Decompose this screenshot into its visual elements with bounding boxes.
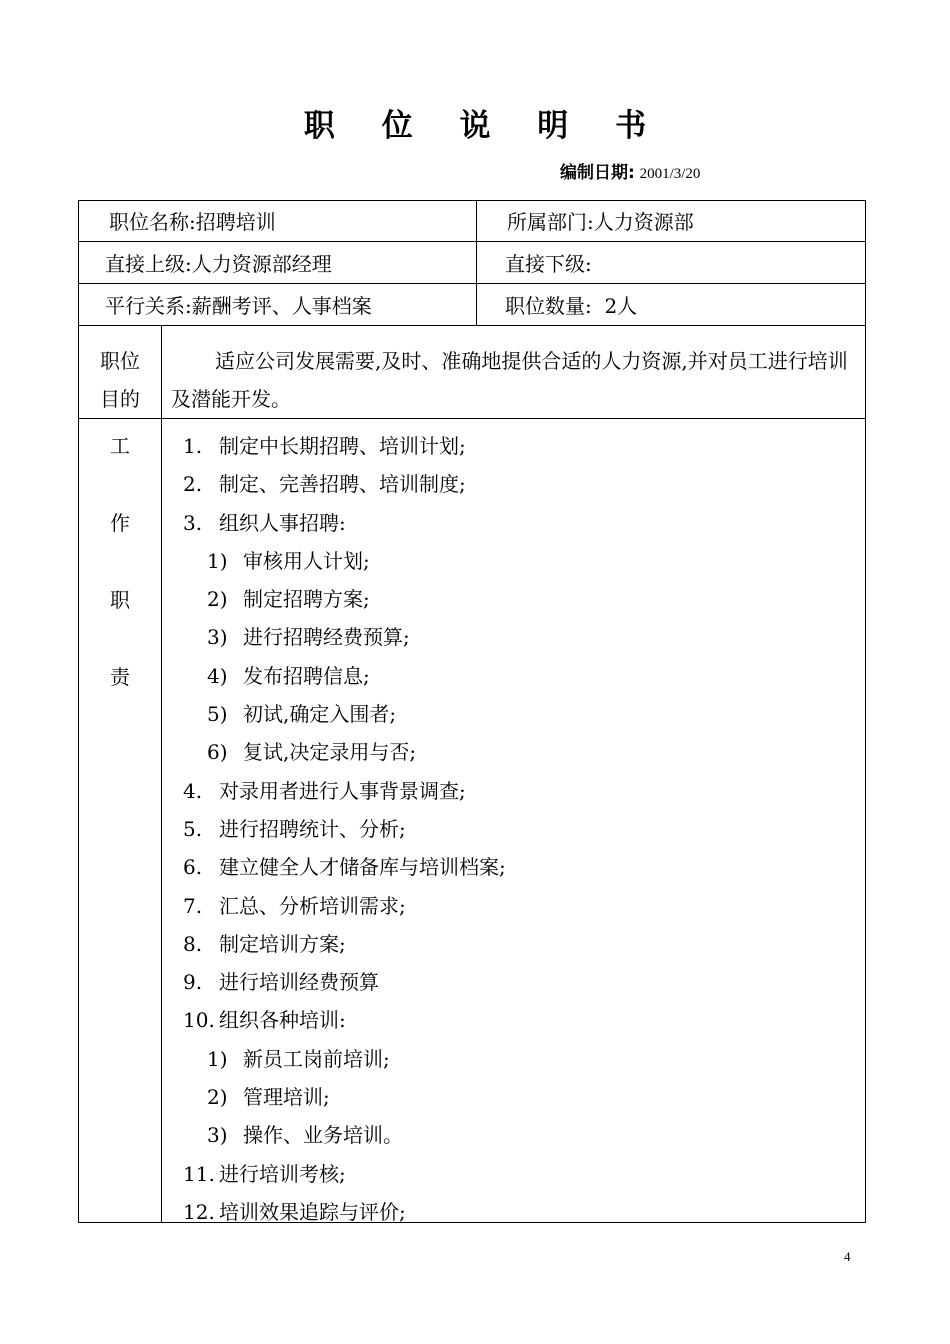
duty-number: 1) [207,548,228,573]
duty-item [183,427,506,465]
duty-number: 2. [183,472,203,497]
duty-text: 建立健全人才储备库与培训档案; [219,855,506,880]
duty-number: 7. [183,893,203,918]
direct-superior: 直接上级:人力资源部经理 [105,252,332,276]
duty-subitem [183,695,506,733]
row-divider [79,418,865,419]
duty-text: 管理培训; [243,1085,330,1110]
purpose-label-line1: 职位 [100,349,140,373]
duty-number: 9. [183,970,203,995]
duty-text: 组织人事招聘: [219,510,346,535]
row-divider [79,241,865,242]
duty-text: 汇总、分析培训需求; [219,893,406,918]
duty-number: 11. [183,1161,215,1186]
duty-item [183,772,506,810]
duty-number: 1. [183,434,203,458]
duty-number: 5) [207,702,228,727]
compile-date-label: 编制日期: [560,163,635,183]
direct-subordinate: 直接下级: [505,252,592,276]
purpose-text: 适应公司发展需要,及时、准确地提供合适的人力资源,并对员工进行培训及潜能开发。 [171,349,848,411]
duty-text: 审核用人计划; [243,548,370,573]
page-number: 4 [844,1249,851,1264]
duty-text: 进行招聘经费预算; [243,625,410,650]
duty-text: 复试,决定录用与否; [243,740,417,765]
position-count: 职位数量: 2人 [505,294,638,318]
duty-subitem [183,657,506,695]
duty-item [183,887,506,925]
duties-label-char: 作 [110,511,130,535]
duties-label-char: 工 [110,434,130,458]
duty-item [183,848,506,886]
duty-number: 2) [207,1085,228,1110]
duty-number: 6) [207,740,228,765]
duty-number: 3. [183,510,203,535]
row-divider [79,283,865,284]
job-description-table [78,200,866,1223]
duty-number: 4) [207,663,228,688]
document-title: 职 位 说 明 书 [303,108,665,144]
duty-text: 制定招聘方案; [243,587,370,612]
duty-text: 操作、业务培训。 [243,1123,403,1148]
purpose-label [79,342,161,418]
duty-subitem [183,1078,506,1116]
duty-text: 进行培训考核; [219,1161,346,1186]
label-column-divider [161,325,162,1223]
duty-text: 新员工岗前培训; [243,1046,390,1071]
duties-label-char: 职 [110,588,130,612]
duty-item [183,1001,506,1039]
column-divider [476,201,477,325]
parallel-relations: 平行关系:薪酬考评、人事档案 [105,294,372,318]
department: 所属部门:人力资源部 [507,210,694,234]
duty-number: 3) [207,625,228,650]
duty-number: 2) [207,587,228,612]
duty-text: 初试,确定入围者; [243,702,397,727]
duty-number: 5. [183,816,203,841]
duty-number: 12. [183,1199,215,1224]
duty-number: 8. [183,931,203,956]
position-name: 职位名称:招聘培训 [109,210,276,234]
duty-number: 6. [183,855,203,880]
duty-text: 对录用者进行人事背景调查; [219,778,466,803]
duty-subitem [183,733,506,771]
duty-text: 培训效果追踪与评价; [219,1199,406,1224]
duty-subitem [183,618,506,656]
duty-item [183,1193,506,1231]
duties-label-char: 责 [110,665,130,689]
duty-subitem [183,1040,506,1078]
row-divider [79,325,865,326]
duty-item [183,1155,506,1193]
duty-item [183,925,506,963]
duty-number: 1) [207,1046,228,1071]
duty-item [183,504,506,542]
duty-number: 4. [183,778,203,803]
duty-text: 进行培训经费预算 [219,970,379,995]
duty-number: 3) [207,1123,228,1148]
duty-subitem [183,542,506,580]
duty-item [183,963,506,1001]
compile-date-value: 2001/3/20 [639,166,701,182]
duty-text: 制定中长期招聘、培训计划; [219,434,466,458]
duties-label [79,427,161,735]
duty-item [183,465,506,503]
duty-text: 制定培训方案; [219,931,346,956]
purpose-label-line2: 目的 [100,387,140,411]
duty-text: 发布招聘信息; [243,663,370,688]
duty-item [183,810,506,848]
compile-date [560,158,700,183]
duty-subitem [183,580,506,618]
duty-text: 组织各种培训: [219,1008,346,1033]
duty-text: 制定、完善招聘、培训制度; [219,472,466,497]
duties-list [183,427,506,1231]
duty-text: 进行招聘统计、分析; [219,816,406,841]
duty-subitem [183,1116,506,1154]
duty-number: 10. [183,1008,215,1033]
